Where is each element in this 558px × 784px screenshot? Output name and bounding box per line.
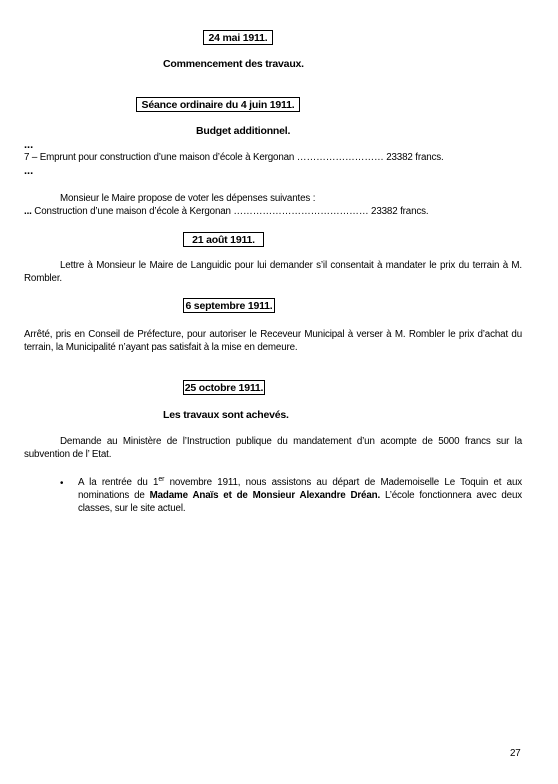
ellipsis-2: ...	[24, 165, 34, 177]
section-title-budget: Budget additionnel.	[196, 125, 291, 137]
bullet-paragraph	[78, 476, 522, 515]
construction-text: Construction d’une maison d’école à Kergonan …………………………………… 23382 francs.	[34, 206, 429, 217]
ellipsis-1: ...	[24, 139, 34, 151]
construction-ellipsis: ...	[24, 206, 32, 217]
bullet-text-3: L’école fonctionnera avec deux classes, sur le site actuel.	[78, 490, 522, 514]
date-box-6-septembre: 6 septembre 1911.	[183, 298, 275, 313]
date-box-25-octobre: 25 octobre 1911.	[184, 382, 264, 394]
budget-line-7: 7 – Emprunt pour construction d’une maison d’école à Kergonan ……………………… 23382 francs.	[24, 152, 444, 163]
date-box-seance-4-juin: Séance ordinaire du 4 juin 1911.	[136, 97, 300, 112]
bullet-superscript: er	[158, 476, 165, 483]
page-number: 27	[510, 748, 521, 759]
construction-line	[24, 205, 428, 218]
maire-propose-text: Monsieur le Maire propose de voter les dépenses suivantes :	[60, 193, 316, 204]
aout-paragraph: Lettre à Monsieur le Maire de Languidic pour lui demander s’il consentait à mandater le prix du terrain à M. Rombler.	[24, 260, 522, 284]
bullet-dot: •	[60, 478, 64, 489]
octobre-paragraph: Demande au Ministère de l’Instruction publique du mandatement d’un acompte de 5000 francs sur la subvention de l’ Etat.	[24, 436, 522, 460]
date-box-21-aout: 21 août 1911.	[183, 232, 264, 247]
section-title-acheves: Les travaux sont achevés.	[163, 409, 289, 421]
bullet-text-2: novembre 1911, nous assistons au départ de Mademoiselle Le Toquin et aux nominations de	[78, 477, 522, 501]
section-title-commencement: Commencement des travaux.	[163, 58, 304, 70]
date-box-24-mai: 24 mai 1911.	[203, 30, 273, 45]
bullet-text-1: A la rentrée du 1	[78, 477, 159, 488]
septembre-paragraph: Arrêté, pris en Conseil de Préfecture, pour autoriser le Receveur Municipal à verser à M. Rombler le prix d’achat du terrain, la Municipalité n’ayant pas satisfait à la mise en demeure.	[24, 329, 522, 353]
bullet-names: Madame Anaïs et de Monsieur Alexandre Dréan.	[149, 490, 381, 501]
